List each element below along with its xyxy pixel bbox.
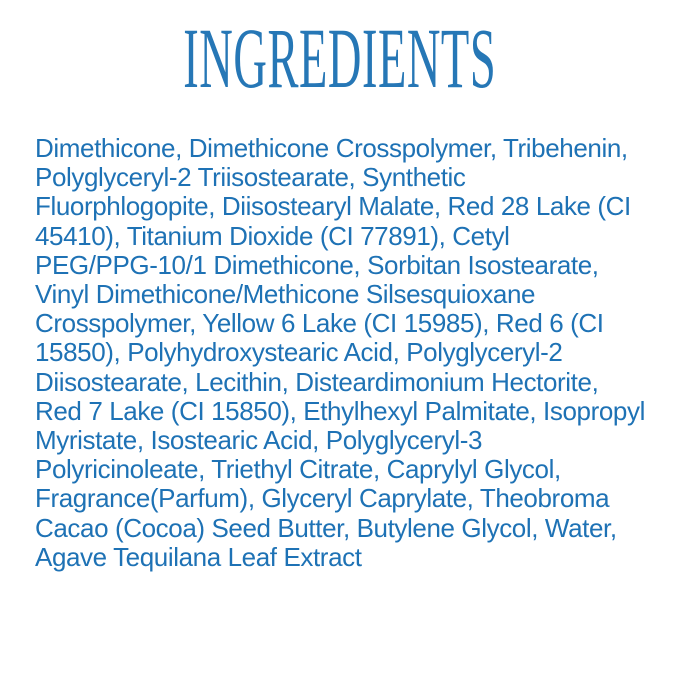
ingredients-line: 45410), Titanium Dioxide (CI 77891), Cetyl: [35, 220, 510, 251]
ingredients-line: Polyglyceryl-2 Triisostearate, Synthetic: [35, 162, 466, 193]
ingredients-line: Polyricinoleate, Triethyl Citrate, Caprylyl Glycol,: [35, 454, 561, 485]
ingredients-line: Vinyl Dimethicone/Methicone Silsesquioxane: [35, 279, 536, 310]
title-area: [0, 6, 679, 110]
ingredients-line: PEG/PPG-10/1 Dimethicone, Sorbitan Isostearate,: [35, 249, 599, 280]
page-title: INGREDIENTS: [183, 10, 496, 106]
ingredients-line: Crosspolymer, Yellow 6 Lake (CI 15985), Red 6 (CI: [35, 308, 604, 339]
ingredients-list: [35, 134, 644, 572]
ingredients-line: 15850), Polyhydroxystearic Acid, Polyglyceryl-2: [35, 337, 563, 368]
ingredients-label: [0, 6, 679, 685]
ingredients-line: Cacao (Cocoa) Seed Butter, Butylene Glycol, Water,: [35, 512, 617, 543]
ingredients-line: Agave Tequilana Leaf Extract: [35, 541, 362, 572]
ingredients-line: Myristate, Isostearic Acid, Polyglyceryl-3: [35, 425, 483, 456]
ingredients-line: Red 7 Lake (CI 15850), Ethylhexyl Palmitate, Isopropyl: [35, 395, 645, 426]
ingredients-line: Diisostearate, Lecithin, Disteardimonium Hectorite,: [35, 366, 599, 397]
ingredients-line: Dimethicone, Dimethicone Crosspolymer, Tribehenin,: [35, 133, 628, 163]
ingredients-line: Fluorphlogopite, Diisostearyl Malate, Red 28 Lake (CI: [35, 191, 631, 222]
ingredients-line: Fragrance(Parfum), Glyceryl Caprylate, Theobroma: [35, 483, 610, 514]
